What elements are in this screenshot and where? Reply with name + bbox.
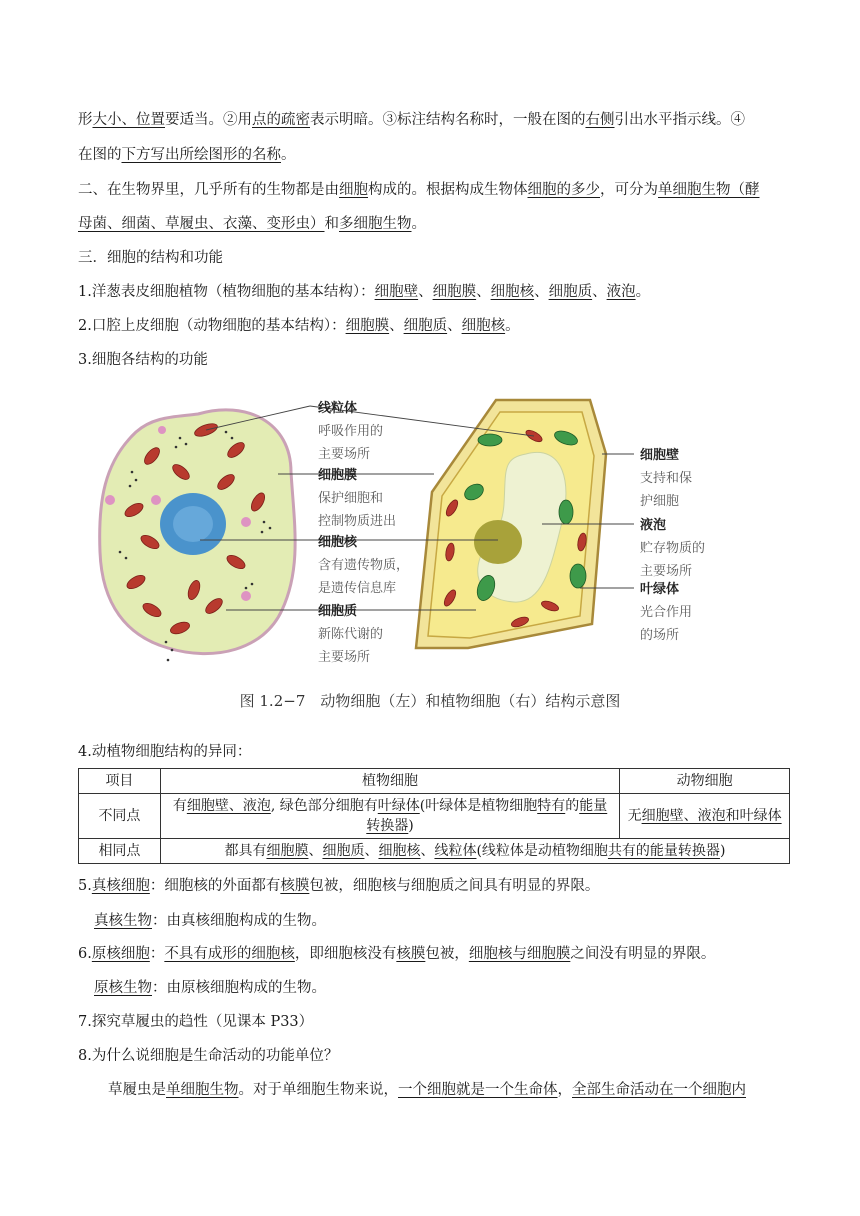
- svg-text:支持和保: 支持和保: [640, 471, 693, 486]
- section-4-title: 4.动植物细胞结构的异同：: [78, 744, 252, 760]
- intro-line-2: 在图的下方写出所绘图形的名称。: [78, 147, 296, 163]
- svg-text:控制物质进出: 控制物质进出: [318, 514, 397, 529]
- row-label-difference: 不同点: [79, 794, 161, 839]
- svg-text:贮存物质的: 贮存物质的: [640, 541, 706, 556]
- section-3-title: 三．细胞的结构和功能: [78, 250, 223, 266]
- plant-nucleus: [474, 520, 522, 564]
- svg-text:主要场所: 主要场所: [640, 564, 693, 579]
- svg-text:含有遗传物质，: 含有遗传物质，: [318, 558, 410, 573]
- label-mitochondria: 线粒体: [318, 401, 358, 416]
- intro-line-1: 形大小、位置要适当。②用点的疏密表示明暗。③标注结构名称时，一般在图的右侧引出水平指示线。④: [78, 112, 745, 128]
- svg-text:的场所: 的场所: [640, 628, 680, 643]
- section-3-item-1: 1.洋葱表皮细胞植物（植物细胞的基本结构）：细胞壁、细胞膜、细胞核、细胞质、液泡。: [78, 284, 651, 300]
- figure-caption: 图 1.2−7 动物细胞（左）和植物细胞（右）结构示意图: [239, 692, 621, 710]
- animal-cell-difference: 无细胞壁、液泡和叶绿体: [620, 794, 790, 839]
- label-membrane: 细胞膜: [318, 468, 358, 483]
- section-7-line: 7.探究草履虫的趋性（见课本 P33）: [78, 1014, 314, 1030]
- section-2-line-2: 母菌、细菌、草履虫、衣藻、变形虫）和多细胞生物。: [78, 216, 426, 232]
- label-vacuole: 液泡: [640, 518, 667, 533]
- svg-text:新陈代谢的: 新陈代谢的: [318, 627, 384, 642]
- comparison-table: [78, 768, 790, 864]
- label-cell-wall: 细胞壁: [640, 448, 680, 463]
- table-row: [79, 839, 790, 864]
- cell-structure-figure: [96, 392, 736, 677]
- table-header-cell: 项目: [79, 769, 161, 794]
- table-header-cell: 植物细胞: [160, 769, 619, 794]
- label-chloroplast: 叶绿体: [640, 582, 680, 597]
- section-5-line: 5.真核细胞：细胞核的外面都有核膜包被，细胞核与细胞质之间具有明显的界限。: [78, 878, 600, 894]
- svg-text:光合作用: 光合作用: [640, 605, 693, 620]
- prokaryote-definition: 原核生物：由原核细胞构成的生物。: [94, 980, 326, 996]
- section-3-item-3: 3.细胞各结构的功能: [78, 352, 208, 368]
- section-8-paragraph: 草履虫是单细胞生物。对于单细胞生物来说，一个细胞就是一个生命体，全部生命活动在一个细胞内: [108, 1082, 746, 1098]
- svg-text:主要场所: 主要场所: [318, 447, 371, 462]
- section-2-line-1: 二、在生物界里，几乎所有的生物都是由细胞构成的。根据构成生物体细胞的多少，可分为单细胞生物（酵: [78, 182, 760, 198]
- svg-text:主要场所: 主要场所: [318, 650, 371, 665]
- svg-text:保护细胞和: 保护细胞和: [318, 491, 384, 506]
- section-3-item-2: 2.口腔上皮细胞（动物细胞的基本结构）：细胞膜、细胞质、细胞核。: [78, 318, 520, 334]
- section-8-title: 8.为什么说细胞是生命活动的功能单位？: [78, 1048, 339, 1064]
- table-row: [79, 794, 790, 839]
- row-label-similarity: 相同点: [79, 839, 161, 864]
- table-header-cell: 动物细胞: [620, 769, 790, 794]
- svg-text:是遗传信息库: 是遗传信息库: [318, 581, 397, 596]
- eukaryote-definition: 真核生物：由真核细胞构成的生物。: [94, 913, 326, 929]
- animal-cell: [100, 410, 295, 661]
- section-6-line: 6.原核细胞：不具有成形的细胞核，即细胞核没有核膜包被，细胞核与细胞膜之间没有明显的界限。: [78, 946, 716, 962]
- svg-text:护细胞: 护细胞: [640, 494, 680, 509]
- label-nucleus: 细胞核: [318, 535, 358, 550]
- table-header-row: [79, 769, 790, 794]
- svg-text:呼吸作用的: 呼吸作用的: [318, 424, 384, 439]
- plant-cell-difference: 有细胞壁、液泡, 绿色部分细胞有叶绿体(叶绿体是植物细胞特有的能量 转换器): [160, 794, 619, 839]
- label-cytoplasm: 细胞质: [318, 604, 358, 619]
- common-structures: 都具有细胞膜、细胞质、细胞核、线粒体(线粒体是动植物细胞共有的能量转换器): [160, 839, 789, 864]
